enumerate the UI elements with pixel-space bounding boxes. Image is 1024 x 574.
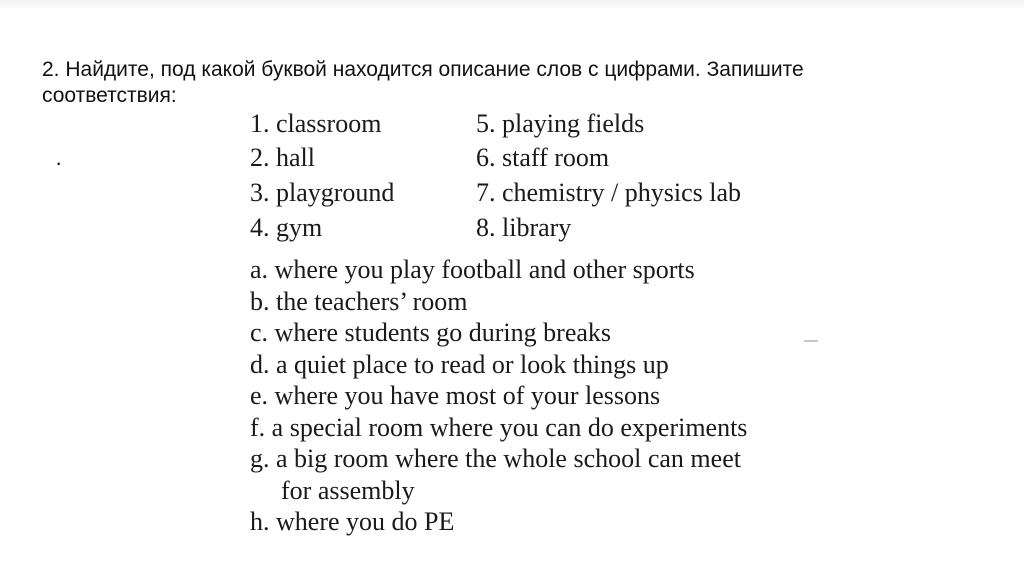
description-item-continuation: for assembly bbox=[281, 475, 415, 505]
description-item: f. a special room where you can do experiments bbox=[250, 412, 748, 442]
description-item: c. where students go during breaks bbox=[250, 318, 612, 347]
description-list bbox=[250, 254, 830, 538]
task-instruction: 2. Найдите, под какой буквой находится описание слов с цифрами. Запишите соответствия: bbox=[42, 58, 804, 107]
description-item: e. where you have most of your lessons bbox=[250, 381, 661, 410]
top-shade bbox=[0, 0, 1024, 10]
word-item: 2. hall bbox=[250, 143, 315, 172]
description-item: h. where you do PE bbox=[250, 507, 455, 536]
description-item: b. the teachers’ room bbox=[250, 286, 468, 316]
word-item: 4. gym bbox=[250, 213, 323, 242]
word-item: 7. chemistry / physics lab bbox=[476, 178, 742, 207]
description-item: g. a big room where the whole school can meet bbox=[250, 444, 741, 473]
word-item: 1. classroom bbox=[250, 109, 382, 138]
description-item: a. where you play football and other sports bbox=[250, 255, 695, 284]
word-item: 8. library bbox=[476, 213, 572, 242]
word-item: 5. playing fields bbox=[476, 109, 645, 138]
word-item: 6. staff room bbox=[476, 143, 610, 172]
description-item: d. a quiet place to read or look things up bbox=[250, 349, 669, 379]
word-item: 3. playground bbox=[250, 178, 395, 207]
bullet-dot: · bbox=[55, 150, 63, 175]
scan-speck bbox=[804, 340, 818, 342]
scanned-exercise bbox=[240, 108, 840, 548]
